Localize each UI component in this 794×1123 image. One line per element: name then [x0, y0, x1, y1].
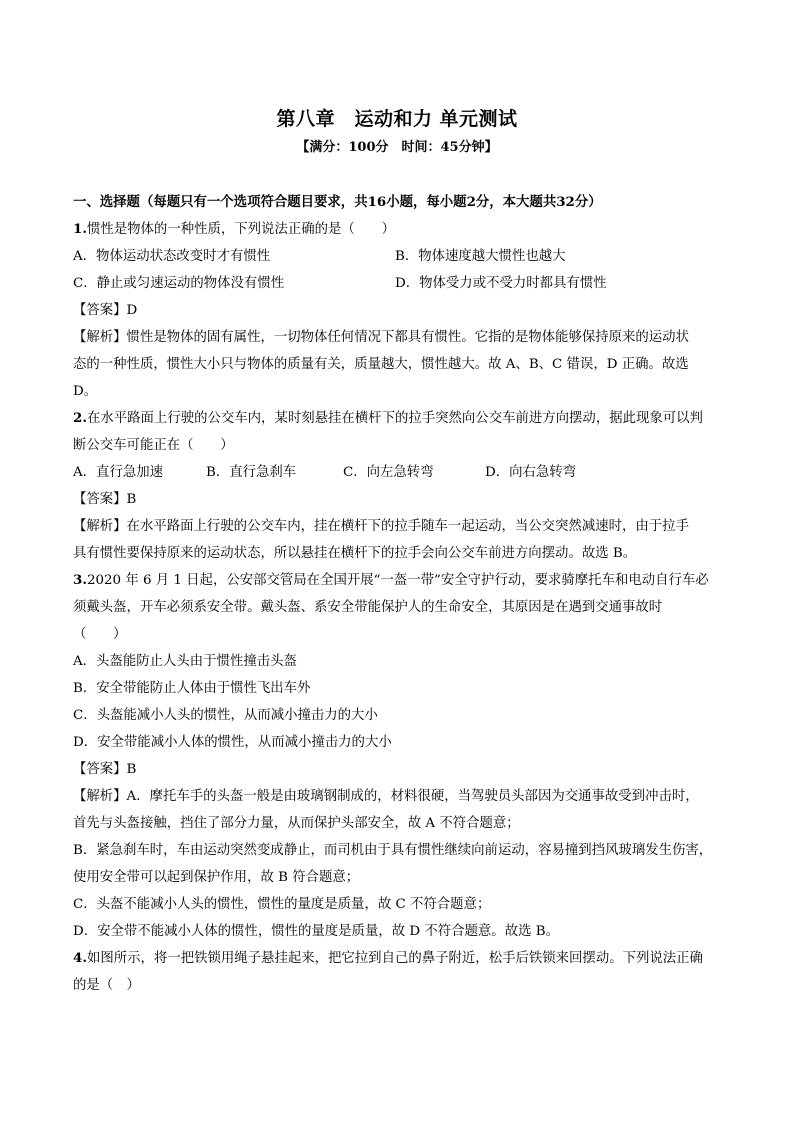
option-a: A．头盔能防止人头由于惯性撞击头盔: [73, 654, 297, 669]
exam-info: 【满分：100分 时间：45分钟】: [296, 140, 498, 155]
question-stem-text: 须戴头盔，开车必须系安全带。戴头盔、系安全带能保护人的生命安全，其原因是在遇到交通事故时: [73, 600, 663, 615]
answer: 【答案】B: [73, 492, 137, 507]
question-number: 3.: [73, 572, 87, 588]
option-c: C．头盔能减小人头的惯性，从而减小撞击力的大小: [73, 708, 378, 723]
question-number: 1.: [73, 221, 87, 237]
option-b: B．安全带能防止人体由于惯性飞出车外: [73, 681, 311, 696]
question-4: [73, 945, 723, 999]
option-c: C．静止或匀速运动的物体没有惯性: [73, 276, 285, 291]
analysis-line: C．头盔不能减小人头的惯性，惯性的量度是质量，故 C 不符合题意；: [73, 897, 491, 912]
section-heading: 一、选择题（每题只有一个选项符合题目要求，共16小题，每小题2分，本大题共32分）: [73, 194, 602, 210]
question-stem: [73, 216, 723, 243]
question-3: [73, 567, 723, 945]
options-row: [73, 243, 723, 270]
option-d: D．向右急转弯: [485, 465, 577, 480]
option-d: D．安全带能减小人体的惯性，从而减小撞击力的大小: [73, 735, 392, 750]
question-stem-text: 惯性是物体的一种性质，下列说法正确的是（ ）: [86, 222, 395, 237]
question-stem-text: 在水平路面上行驶的公交车内，某时刻悬挂在横杆下的拉手突然向公交车前进方向摆动，据此现象可以判: [86, 411, 703, 426]
option-a: A．直行急加速: [73, 465, 164, 480]
question-stem-text: 2020 年 6 月 1 日起，公安部交管局在全国开展“一盔一带”安全守护行动，要求骑摩托车和电动自行车必: [86, 573, 709, 588]
question-stem: [73, 945, 723, 972]
analysis-line: B．紧急刹车时，车由运动突然变成静止，而司机由于具有惯性继续向前运动，容易撞到挡风玻璃发生伤害，: [73, 843, 713, 858]
question-2: [73, 405, 723, 567]
question-number: 4.: [73, 950, 87, 966]
question-stem-text: （ ）: [73, 627, 127, 642]
analysis-line: D。: [73, 384, 98, 399]
question-stem-text: 如图所示，将一把铁锁用绳子悬挂起来，把它拉到自己的鼻子附近，松手后铁锁来回摆动。下列说法正确: [86, 951, 703, 966]
analysis-line: 【解析】A．摩托车手的头盔一般是由玻璃钢制成的，材料很硬，当驾驶员头部因为交通事故受到冲击时，: [73, 789, 699, 804]
question-number: 2.: [73, 410, 87, 426]
option-a: A．物体运动状态改变时才有惯性: [73, 249, 271, 264]
page-title: 第八章 运动和力 单元测试: [276, 108, 518, 130]
analysis-line: 态的一种性质，惯性大小只与物体的质量有关，质量越大，惯性越大。故 A、B、C 错误，D 正确。故选: [73, 357, 689, 372]
question-stem-text: 断公交车可能正在（ ）: [73, 438, 234, 453]
analysis-line: D．安全带不能减小人体的惯性，惯性的量度是质量，故 D 不符合题意。故选 B。: [73, 924, 559, 939]
question-stem-text: 的是（ ）: [73, 978, 140, 993]
option-b: B．直行急刹车: [206, 465, 297, 480]
answer: 【答案】B: [73, 762, 137, 777]
question-1: [73, 216, 723, 405]
analysis-line: 【解析】惯性是物体的固有属性，一切物体任何情况下都具有惯性。它指的是物体能够保持原来的运动状: [73, 330, 689, 345]
analysis-line: 使用安全带可以起到保护作用，故 B 符合题意；: [73, 870, 360, 885]
options-row: [73, 270, 723, 297]
analysis-line: 【解析】在水平路面上行驶的公交车内，挂在横杆下的拉手随车一起运动，当公交突然减速时，由于拉手: [73, 519, 689, 534]
option-c: C．向左急转弯: [343, 465, 434, 480]
option-d: D．物体受力或不受力时都具有惯性: [395, 276, 607, 291]
analysis-line: 首先与头盔接触，挡住了部分力量，从而保护头部安全，故 A 不符合题意；: [73, 816, 520, 831]
exam-content: [73, 189, 723, 999]
options-row: [73, 459, 723, 486]
question-stem: [73, 567, 723, 594]
answer: 【答案】D: [73, 303, 138, 318]
analysis-line: 具有惯性要保持原来的运动状态，所以悬挂在横杆下的拉手会向公交车前进方向摆动。故选 B。: [73, 546, 637, 561]
question-stem: [73, 405, 723, 432]
option-b: B．物体速度越大惯性也越大: [395, 249, 566, 264]
